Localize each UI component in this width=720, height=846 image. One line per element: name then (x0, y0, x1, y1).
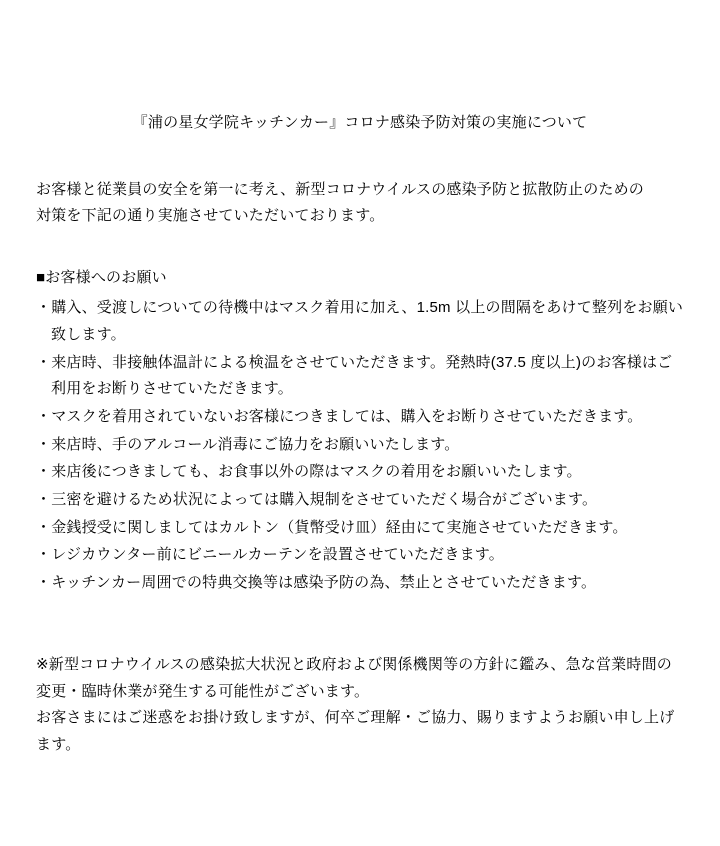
list-item: ・来店後につきましても、お食事以外の際はマスクの着用をお願いいたします。 (36, 463, 582, 481)
list-item: ・レジカウンター前にビニールカーテンを設置させていただきます。 (36, 546, 504, 564)
list-item: ・来店時、手のアルコール消毒にご協力をお願いいたします。 (36, 435, 460, 453)
list-item: ・金銭授受に関しましてはカルトン（貨幣受け皿）経由にて実施させていただきます。 (36, 518, 628, 536)
list-item: ・マスクを着用されていないお客様につきましては、購入をお断りさせていただきます。 (36, 408, 643, 425)
list-item: ・キッチンカー周囲での特典交換等は感染予防の為、禁止とさせていただきます。 (36, 574, 597, 592)
section-heading: ■お客様へのお願い (36, 269, 167, 286)
requests-list (36, 295, 684, 597)
intro-line: お客様と従業員の安全を第一に考え、新型コロナウイルスの感染予防と拡散防止のための (36, 180, 645, 198)
closing-note (36, 652, 684, 759)
list-item: ・購入、受渡しについての待機中はマスク着用に加え、1.5m 以上の間隔をあけて整列をお願い致します。 (36, 299, 684, 343)
intro-paragraph (36, 177, 684, 230)
note-line: お客さまにはご迷惑をお掛け致しますが、何卒ご理解・ご協力、賜りますようお願い申し上げます。 (36, 709, 675, 753)
list-item: ・三密を避けるため状況によっては購入規制をさせていただく場合がございます。 (36, 491, 598, 509)
page-title: 『浦の星女学院キッチンカー』コロナ感染予防対策の実施について (132, 114, 588, 131)
list-item: ・来店時、非接触体温計による検温をさせていただきます。発熱時(37.5 度以上)のお客様はご利用をお断りさせていただきます。 (36, 353, 673, 398)
requests-section (36, 265, 684, 597)
note-line: ※新型コロナウイルスの感染拡大状況と政府および関係機関等の方針に鑑み、急な営業時間の変更・臨時休業が発生する可能性がございます。 (36, 655, 672, 700)
intro-line: 対策を下記の通り実施させていただいております。 (36, 206, 385, 224)
